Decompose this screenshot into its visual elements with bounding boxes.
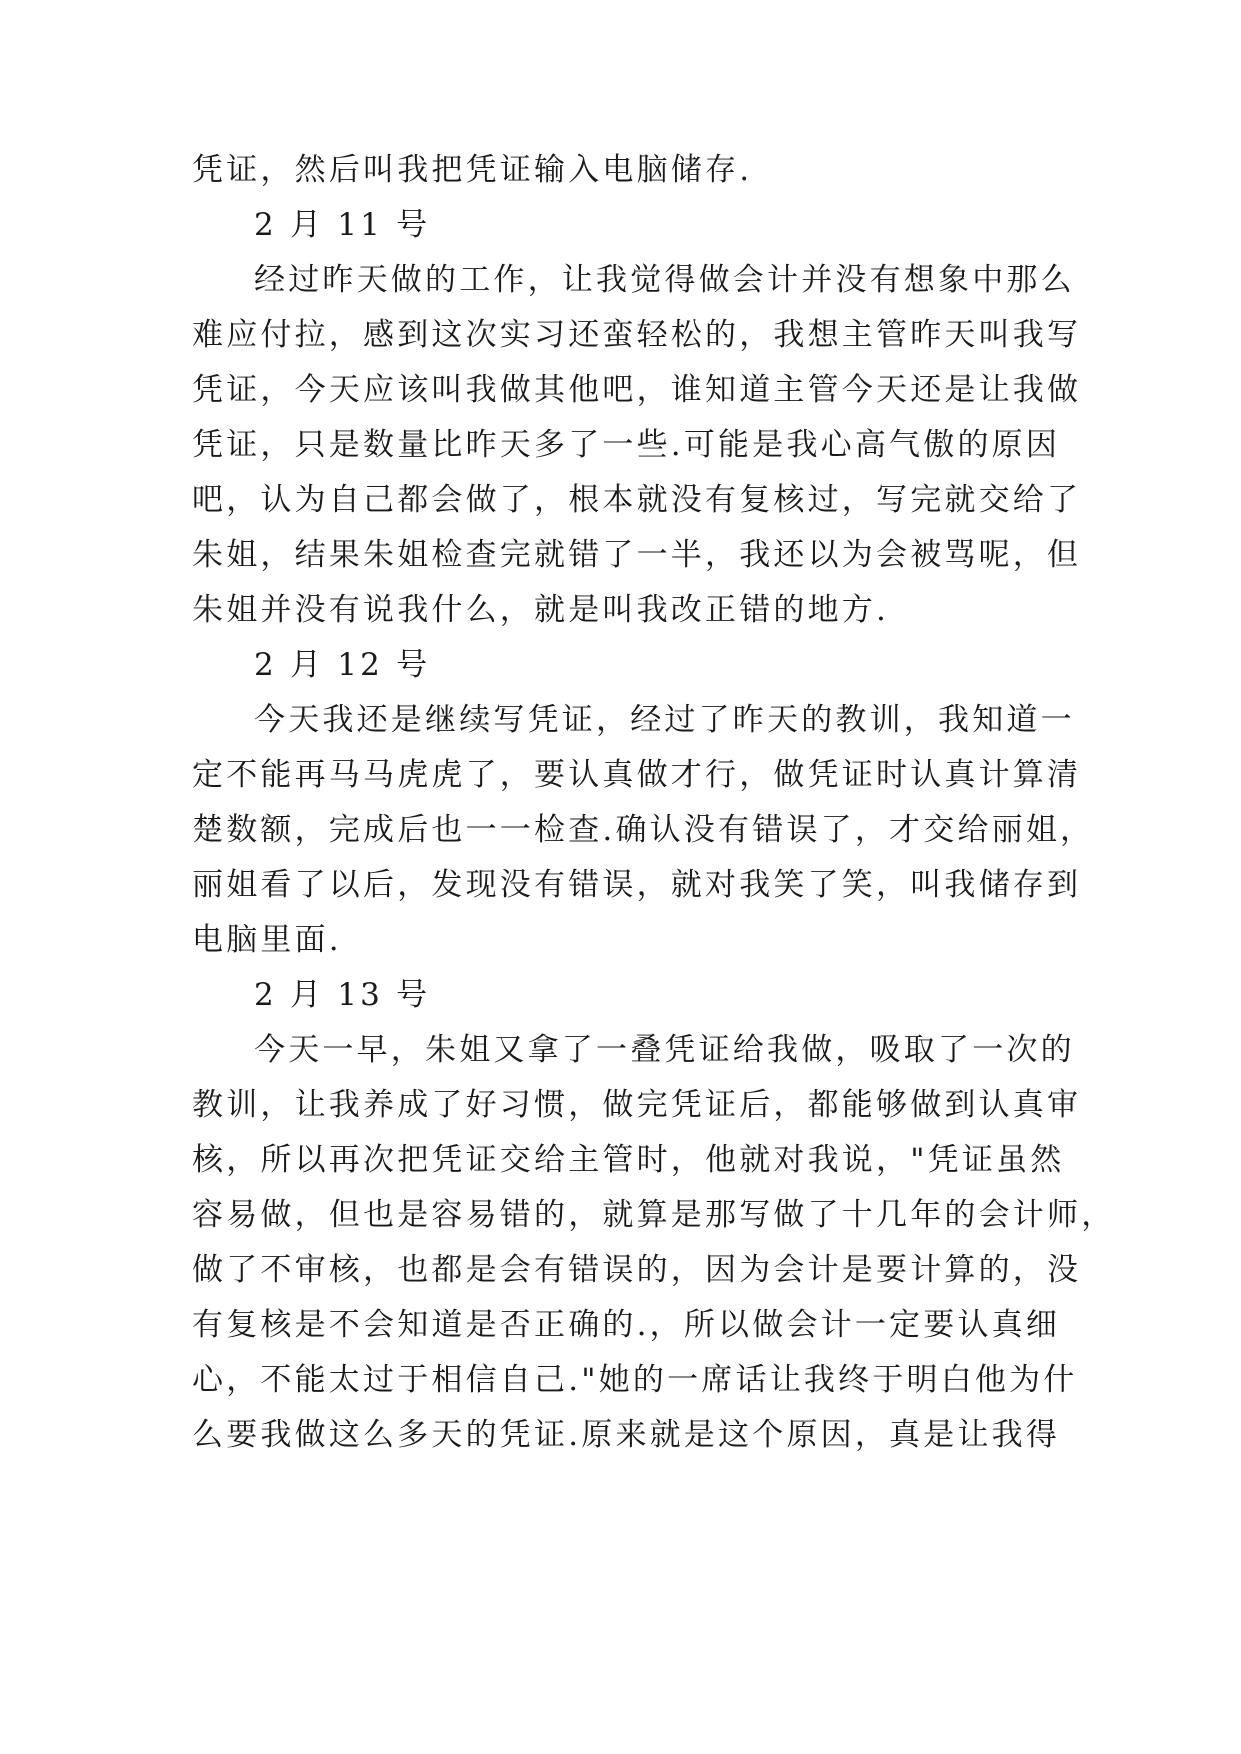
text-line: 吧，认为自己都会做了，根本就没有复核过，写完就交给了 (192, 482, 1082, 518)
text-line: 做了不审核，也都是会有错误的，因为会计是要计算的，没 (192, 1252, 1082, 1288)
text-line: 教训，让我养成了好习惯，做完凭证后，都能够做到认真审 (192, 1087, 1082, 1123)
text-line: 经过昨天做的工作，让我觉得做会计并没有想象中那么 (254, 262, 1075, 298)
text-line: 今天我还是继续写凭证，经过了昨天的教训，我知道一 (254, 702, 1075, 738)
text-line: 定不能再马马虎虎了，要认真做才行，做凭证时认真计算清 (192, 757, 1082, 793)
text-line: 核，所以再次把凭证交给主管时，他就对我说，"凭证虽然 (192, 1142, 1065, 1178)
text-line: 么要我做这么多天的凭证.原来就是这个原因，真是让我得 (192, 1417, 1061, 1453)
text-line: 楚数额，完成后也一一检查.确认没有错误了，才交给丽姐， (192, 812, 1095, 848)
text-line: 凭证，然后叫我把凭证输入电脑储存. (192, 152, 753, 188)
text-line: 电脑里面. (192, 922, 342, 958)
text-line: 朱姐，结果朱姐检查完就错了一半，我还以为会被骂呢，但 (192, 537, 1082, 573)
text-line: 心，不能太过于相信自己."她的一席话让我终于明白他为什 (192, 1362, 1078, 1398)
text-line: 凭证，只是数量比昨天多了一些.可能是我心高气傲的原因 (192, 427, 1061, 463)
text-line: 朱姐并没有说我什么，就是叫我改正错的地方. (192, 592, 890, 628)
date-heading: 2 月 13 号 (254, 977, 431, 1013)
text-line: 今天一早，朱姐又拿了一叠凭证给我做，吸取了一次的 (254, 1032, 1075, 1068)
text-line: 丽姐看了以后，发现没有错误，就对我笑了笑，叫我储存到 (192, 867, 1082, 903)
text-line: 凭证，今天应该叫我做其他吧，谁知道主管今天还是让我做 (192, 372, 1082, 408)
date-heading: 2 月 11 号 (254, 207, 431, 243)
text-line: 难应付拉，感到这次实习还蛮轻松的，我想主管昨天叫我写 (192, 317, 1082, 353)
text-line: 容易做，但也是容易错的，就算是那写做了十几年的会计师， (192, 1197, 1116, 1233)
date-heading: 2 月 12 号 (254, 647, 431, 683)
text-line: 有复核是不会知道是否正确的.，所以做会计一定要认真细 (192, 1307, 1061, 1343)
